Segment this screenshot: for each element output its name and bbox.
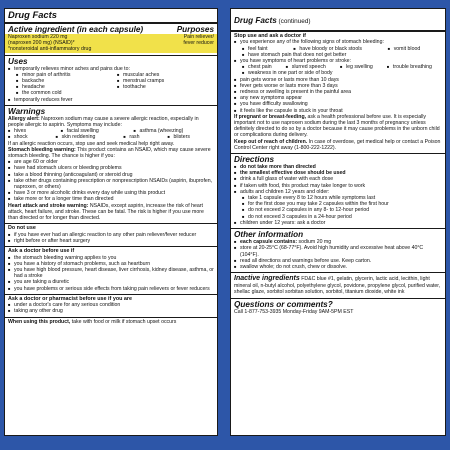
allergy-symptoms-2 bbox=[8, 134, 214, 140]
heart-intro: ■ you have symptoms of heart problems or stroke: bbox=[234, 58, 442, 64]
list-item: ■ do not take more than directed bbox=[234, 164, 442, 170]
questions-section bbox=[231, 299, 445, 317]
stop-use-section bbox=[231, 32, 445, 154]
inactive-text: FD&C blue #1, gelatin, glycerin, lactic acid, lecithin, light mineral oil, n-butyl alcohol, polyethylene glycol, povidone, propylene glycol, purified water, shellac glaze, sorbitol sorbitan solution, sorbitol, titanium dioxide, white ink bbox=[234, 276, 441, 296]
list-item: ■ trouble breathing bbox=[387, 64, 442, 70]
warnings-heading: Warnings bbox=[8, 106, 46, 116]
uses-last: ■ temporarily reduces fever bbox=[8, 97, 214, 103]
list-item: ■ take 1 capsule every 8 to 12 hours while symptoms last bbox=[242, 195, 442, 201]
list-item: ■ for the first dose you may take 2 capsules within the first hour bbox=[242, 201, 442, 207]
list-item: ■ menstrual cramps bbox=[117, 78, 214, 84]
questions-heading: Questions or comments? bbox=[234, 299, 333, 309]
uses-list bbox=[8, 72, 214, 97]
list-item: ■ asthma (wheezing) bbox=[133, 128, 214, 134]
ask-pharmacist-section bbox=[5, 295, 217, 318]
list-item: ■ shock bbox=[8, 134, 52, 140]
keep-out-heading: Keep out of reach of children. bbox=[234, 138, 308, 145]
purposes-heading: Purposes bbox=[176, 25, 214, 34]
list-item: ■ drink a full glass of water with each dose bbox=[234, 176, 442, 182]
list-item: ■ redness or swelling is present in the painful area bbox=[234, 89, 442, 95]
continued-suffix: (continued) bbox=[276, 18, 311, 25]
list-item: ■ facial swelling bbox=[61, 128, 130, 134]
list-item: ■ taking any other drug bbox=[8, 308, 214, 314]
list-item: ■ have had stomach ulcers or bleeding problems bbox=[8, 165, 214, 171]
warnings-section bbox=[5, 106, 217, 224]
allergy-text: Naproxen sodium may cause a severe allergic reaction, especially in people allergic to aspirin. Symptoms may include: bbox=[8, 115, 199, 129]
uses-intro: ■ temporarily relieves minor aches and pains due to: bbox=[8, 66, 214, 72]
stomach-text: This product contains an NSAID, which may cause severe stomach bleeding. The chance is higher if you: bbox=[8, 146, 211, 160]
heart-text: NSAIDs, except aspirin, increase the risk of heart attack, heart failure, and stroke. These can be fatal. The risk is higher if you use more than directed or for longer than directed. bbox=[8, 202, 204, 222]
list-item: ■ do not exceed 3 capsules in a 24-hour period bbox=[242, 214, 442, 220]
uses-heading: Uses bbox=[8, 56, 28, 66]
list-item: ■ take more or for a longer time than directed bbox=[8, 196, 214, 202]
active-ingredient-heading: Active ingredient (in each capsule) bbox=[8, 25, 144, 34]
list-item: ■ weakness in one part or side of body bbox=[242, 70, 442, 76]
list-item: ■ you have problems or serious side effects from taking pain relievers or fever reducers bbox=[8, 286, 214, 292]
list-item: ■ you have a history of stomach problems, such as heartburn bbox=[8, 261, 214, 267]
list-item: ■ take a blood thinning (anticoagulant) or steroid drug bbox=[8, 172, 214, 178]
list-item: ■ pain gets worse or lasts more than 10 days bbox=[234, 77, 442, 83]
ask-doctor-section bbox=[5, 247, 217, 295]
other-info-heading: Other information bbox=[234, 230, 304, 240]
other-bold-rest: sodium 20 mg bbox=[297, 239, 332, 246]
list-item: ■ leg swelling bbox=[340, 64, 383, 70]
drug-facts-header bbox=[5, 9, 217, 24]
list-item: ■ skin reddening bbox=[56, 134, 120, 140]
stomach-heading: Stomach bleeding warning: bbox=[8, 146, 76, 153]
list-item: ■ headache bbox=[16, 84, 113, 90]
stop-use-heading: Stop use and ask a doctor if bbox=[234, 33, 306, 39]
active-line-3: *nonsteroidal anti-inflammatory drug bbox=[8, 46, 92, 53]
list-item: ■ have 3 or more alcoholic drinks every day while using this product bbox=[8, 190, 214, 196]
ask-pharmacist-heading: Ask a doctor or pharmacist before use if you are bbox=[8, 295, 133, 302]
list-item: ■ children under 12 years: ask a doctor bbox=[234, 220, 442, 226]
list-item: ■ chest pain bbox=[242, 64, 282, 70]
when-using-heading: When using this product, bbox=[8, 318, 71, 325]
other-info-section bbox=[231, 229, 445, 273]
drug-facts-continued-header bbox=[231, 9, 445, 32]
drug-facts-continued-title: Drug Facts bbox=[234, 16, 277, 25]
ask-doctor-heading: Ask a doctor before use if bbox=[8, 248, 75, 255]
allergy-heading: Allergy alert: bbox=[8, 115, 40, 122]
list-item: ■ if you have ever had an allergic reaction to any other pain reliever/fever reducer bbox=[8, 232, 214, 238]
directions-heading: Directions bbox=[234, 155, 275, 165]
list-item: ■ have bloody or black stools bbox=[293, 46, 383, 52]
list-item: ■ backache bbox=[16, 78, 113, 84]
list-item: ■ store at 20-25°C (68-77°F). Avoid high humidity and excessive heat above 40°C (104°F). bbox=[234, 245, 442, 257]
list-item: ■ are age 60 or older bbox=[8, 159, 214, 165]
do-not-use-section bbox=[5, 224, 217, 247]
list-item: ■ the common cold bbox=[16, 90, 113, 96]
drug-facts-right-panel bbox=[230, 8, 446, 436]
list-item: ■ blisters bbox=[168, 134, 214, 140]
list-item: ■ it feels like the capsule is stuck in your throat bbox=[234, 108, 442, 114]
pregnant-heading: If pregnant or breast-feeding, bbox=[234, 113, 307, 120]
list-item: ■ read all directions and warnings before use. Keep carton. bbox=[234, 258, 442, 264]
list-item: ■ you have difficulty swallowing bbox=[234, 101, 442, 107]
inactive-ingredients-section bbox=[231, 273, 445, 298]
uses-section bbox=[5, 56, 217, 106]
list-item: ■ do not exceed 2 capsules in any 8- to 12-hour period bbox=[242, 207, 442, 213]
heart-heading: Heart attack and stroke warning: bbox=[8, 202, 89, 209]
other-bold: each capsule contains: bbox=[240, 239, 298, 246]
list-item: ■ right before or after heart surgery bbox=[8, 238, 214, 244]
list-item: ■ if taken with food, this product may take longer to work bbox=[234, 183, 442, 189]
allergy-after: If an allergic reaction occurs, stop use and seek medical help right away. bbox=[8, 140, 175, 147]
when-using-section bbox=[5, 318, 217, 327]
active-ingredient-section bbox=[5, 24, 217, 56]
list-item: ■ have stomach pain that does not get better bbox=[242, 52, 442, 58]
directions-section bbox=[231, 154, 445, 229]
list-item: ■ the stomach bleeding warning applies to you bbox=[8, 255, 214, 261]
do-not-use-heading: Do not use bbox=[8, 225, 36, 232]
list-item: ■ slurred speech bbox=[286, 64, 336, 70]
active-line-2: (naproxen 200 mg) (NSAID)* bbox=[8, 40, 75, 47]
drug-facts-title: Drug Facts bbox=[8, 9, 57, 20]
list-item: ■ toothache bbox=[117, 84, 214, 90]
pregnant-text: ask a health professional before use. It is especially important not to use naproxen sodium during the last 3 months of pregnancy unless definitely directed to do so by a doctor because it may cause problems in the unborn child or complications during delivery. bbox=[234, 113, 440, 139]
list-item: ■ under a doctor's care for any serious condition bbox=[8, 302, 214, 308]
list-item: ■ rash bbox=[123, 134, 163, 140]
list-item: ■ adults and children 12 years and older: bbox=[234, 189, 442, 195]
list-item: ■ vomit blood bbox=[388, 46, 442, 52]
list-item: ■ fever gets worse or lasts more than 3 days bbox=[234, 83, 442, 89]
when-using-text: take with food or milk if stomach upset occurs bbox=[70, 318, 177, 325]
drug-facts-left-panel bbox=[4, 8, 218, 436]
list-item: ■ minor pain of arthritis bbox=[16, 72, 113, 78]
list-item: ■ muscular aches bbox=[117, 72, 214, 78]
stomach-risk-list bbox=[8, 159, 214, 202]
list-item: ■ you are taking a diuretic bbox=[8, 279, 214, 285]
list-item: ■ you have high blood pressure, heart disease, liver cirrhosis, kidney disease, asthma, or had a stroke bbox=[8, 267, 214, 279]
questions-text: Call 1-877-753-3935 Monday-Friday 9AM-5PM EST bbox=[234, 308, 354, 315]
purpose-2: fever reducer bbox=[183, 40, 214, 47]
list-item: ■ swallow whole; do not crush, chew or dissolve. bbox=[234, 264, 442, 270]
list-item: ■ take other drugs containing prescription or nonprescription NSAIDs (aspirin, ibuprofen, naproxen, or others) bbox=[8, 178, 214, 190]
stop-intro: ■ you experience any of the following signs of stomach bleeding: bbox=[234, 39, 442, 45]
keep-out-text: In case of overdose, get medical help or contact a Poison Control Center right away (1-800-222-1222). bbox=[234, 138, 441, 151]
active-ingredient-highlight bbox=[5, 34, 217, 53]
list-item: ■ the smallest effective dose should be used bbox=[234, 170, 442, 176]
active-line-1: Naproxen sodium 220 mg bbox=[8, 34, 68, 40]
list-item: ■ feel faint bbox=[242, 46, 289, 52]
purpose-1: Pain reliever/ bbox=[183, 34, 214, 40]
list-item: ■ hives bbox=[8, 128, 57, 134]
inactive-heading: Inactive ingredients bbox=[234, 275, 300, 283]
list-item: ■ any new symptoms appear bbox=[234, 95, 442, 101]
